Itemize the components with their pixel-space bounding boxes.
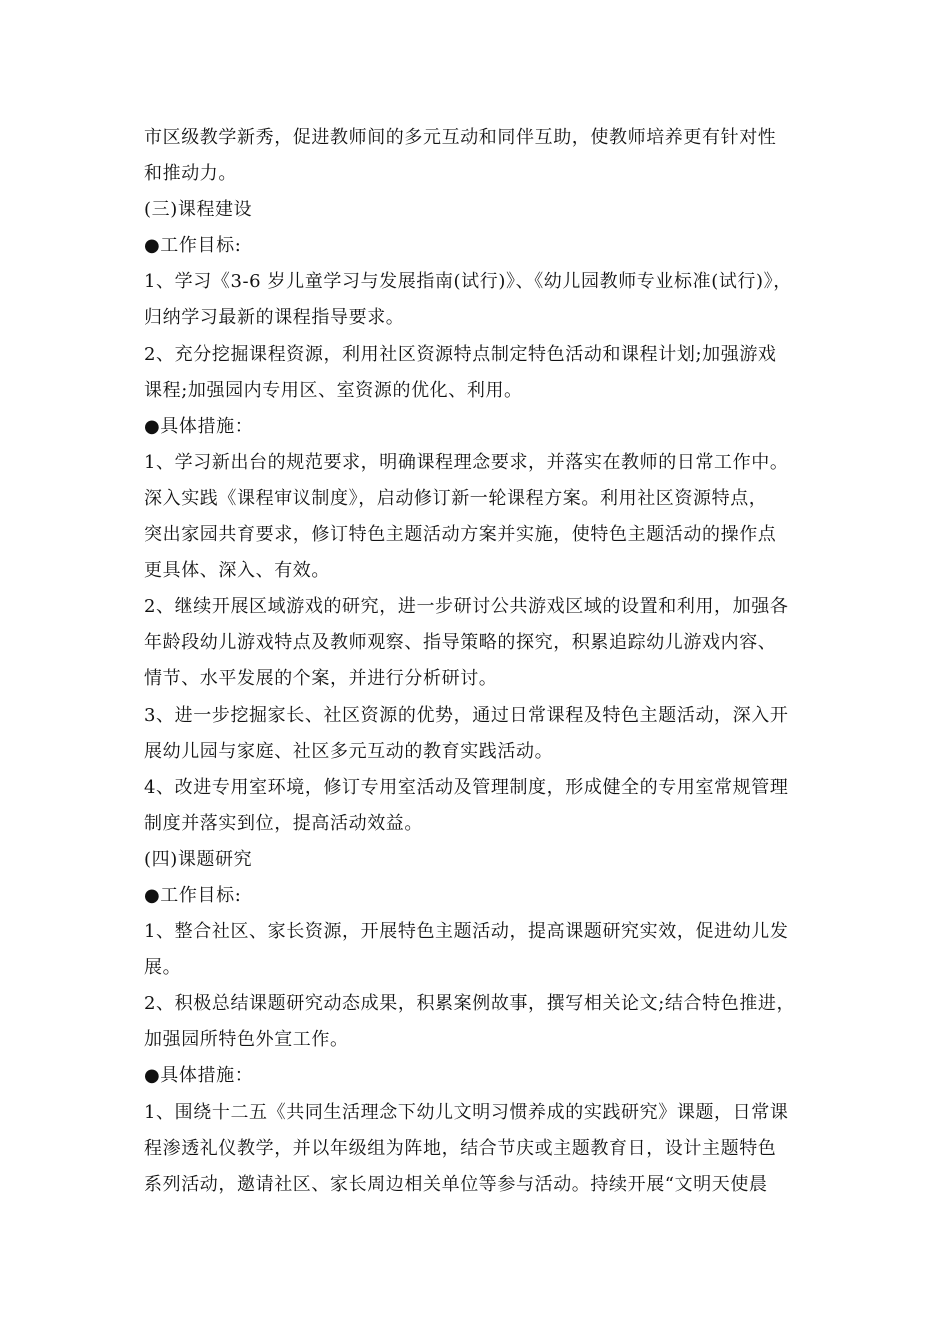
text-line: 年龄段幼儿游戏特点及教师观察、指导策略的探究，积累追踪幼儿游戏内容、 xyxy=(144,632,777,654)
text-line: 课程;加强园内专用区、室资源的优化、利用。 xyxy=(144,379,523,401)
text-line: 1、学习新出台的规范要求，明确课程理念要求，并落实在教师的日常工作中。 xyxy=(144,451,789,473)
section-heading: (四)课题研究 xyxy=(144,848,253,870)
text-line: 2、充分挖掘课程资源，利用社区资源特点制定特色活动和课程计划;加强游戏 xyxy=(144,343,777,365)
text-line: 制度并落实到位，提高活动效益。 xyxy=(144,812,423,834)
text-line: 2、积极总结课题研究动态成果，积累案例故事，撰写相关论文;结合特色推进， xyxy=(144,993,796,1015)
text-line: 和推动力。 xyxy=(144,163,237,185)
text-line: 市区级教学新秀，促进教师间的多元互动和同伴互助，使教师培养更有针对性 xyxy=(144,127,777,148)
subheading-bullet: ●具体措施： xyxy=(144,415,254,437)
section-heading: (三)课程建设 xyxy=(144,199,253,221)
text-line: 程渗透礼仪教学，并以年级组为阵地，结合节庆或主题教育日，设计主题特色 xyxy=(144,1137,777,1159)
text-line: 突出家园共育要求，修订特色主题活动方案并实施，使特色主题活动的操作点 xyxy=(144,524,777,546)
text-line: 展幼儿园与家庭、社区多元互动的教育实践活动。 xyxy=(144,740,554,762)
text-line: 展。 xyxy=(144,957,182,979)
text-line: 1、围绕十二五《共同生活理念下幼儿文明习惯养成的实践研究》课题，日常课 xyxy=(144,1101,789,1123)
text-line: 3、进一步挖掘家长、社区资源的优势，通过日常课程及特色主题活动，深入开 xyxy=(144,704,789,726)
text-line: 4、改进专用室环境，修订专用室活动及管理制度，形成健全的专用室常规管理 xyxy=(144,776,789,798)
subheading-bullet: ●工作目标: xyxy=(144,884,242,906)
text-line: 更具体、深入、有效。 xyxy=(144,560,330,582)
text-line: 情节、水平发展的个案，并进行分析研讨。 xyxy=(144,668,498,690)
text-line: 深入实践《课程审议制度》，启动修订新一轮课程方案。利用社区资源特点， xyxy=(144,487,768,509)
text-line: 系列活动，邀请社区、家长周边相关单位等参与活动。持续开展“文明天使晨 xyxy=(144,1173,768,1195)
subheading-bullet: ●工作目标: xyxy=(144,235,242,257)
text-line: 2、继续开展区域游戏的研究，进一步研讨公共游戏区域的设置和利用，加强各 xyxy=(144,596,789,618)
text-line: 归纳学习最新的课程指导要求。 xyxy=(144,307,405,329)
subheading-bullet: ●具体措施： xyxy=(144,1065,254,1087)
text-line: 加强园所特色外宣工作。 xyxy=(144,1029,349,1051)
text-line: 1、整合社区、家长资源，开展特色主题活动，提高课题研究实效，促进幼儿发 xyxy=(144,921,789,943)
document-page xyxy=(144,120,824,1203)
text-line: 1、学习《3-6 岁儿童学习与发展指南(试行)》、《幼儿园教师专业标准(试行)》， xyxy=(144,271,792,293)
